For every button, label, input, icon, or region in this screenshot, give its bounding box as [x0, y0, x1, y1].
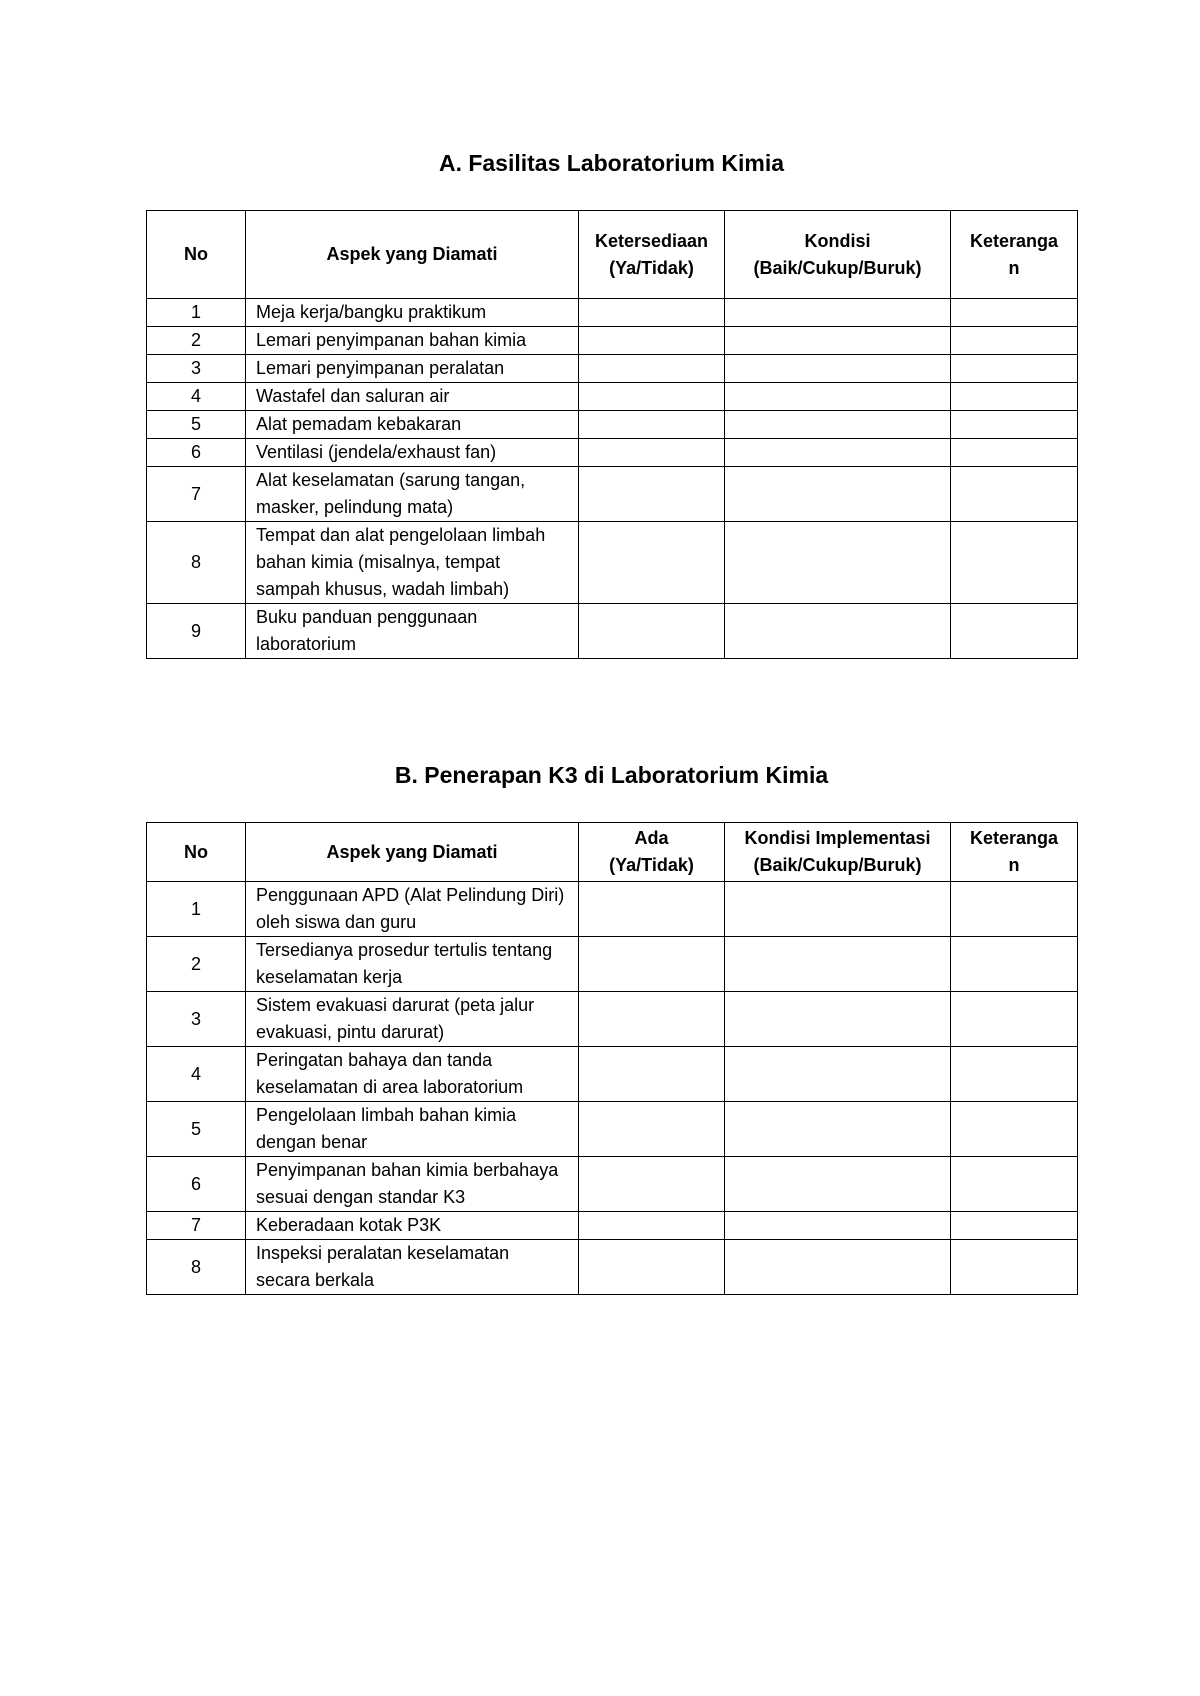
- note-cell[interactable]: [951, 467, 1078, 522]
- row-number: 6: [147, 439, 246, 467]
- table-row: [147, 882, 1078, 937]
- condition-cell[interactable]: [725, 1212, 951, 1240]
- table-row: [147, 411, 1078, 439]
- note-cell[interactable]: [951, 1240, 1078, 1295]
- condition-cell[interactable]: [725, 1157, 951, 1212]
- table-row: [147, 1240, 1078, 1295]
- table-header-row: [147, 823, 1078, 882]
- header-condition-line2: (Baik/Cukup/Buruk): [753, 257, 922, 278]
- condition-cell[interactable]: [725, 604, 951, 659]
- k3-implementation-checklist-table: [146, 822, 1078, 1295]
- table-row: [147, 992, 1078, 1047]
- row-aspect: Ventilasi (jendela/exhaust fan): [246, 439, 579, 467]
- availability-cell[interactable]: [579, 604, 725, 659]
- header-condition: [725, 823, 951, 882]
- header-condition-line1: Kondisi Implementasi: [744, 828, 931, 848]
- availability-cell[interactable]: [579, 299, 725, 327]
- row-aspect: Tersedianya prosedur tertulis tentang keselamatan kerja: [246, 937, 579, 992]
- row-number: 3: [147, 355, 246, 383]
- row-aspect: Lemari penyimpanan bahan kimia: [246, 327, 579, 355]
- table-row: [147, 604, 1078, 659]
- table-row: [147, 1157, 1078, 1212]
- note-cell[interactable]: [951, 1157, 1078, 1212]
- note-cell[interactable]: [951, 299, 1078, 327]
- row-number: 7: [147, 1212, 246, 1240]
- note-cell[interactable]: [951, 327, 1078, 355]
- note-cell[interactable]: [951, 383, 1078, 411]
- row-number: 1: [147, 882, 246, 937]
- header-no-label: No: [184, 244, 208, 264]
- header-note-line1: Keteranga: [969, 828, 1059, 848]
- row-aspect: Pengelolaan limbah bahan kimia dengan benar: [246, 1102, 579, 1157]
- table-row: [147, 1047, 1078, 1102]
- condition-cell[interactable]: [725, 299, 951, 327]
- row-aspect: Keberadaan kotak P3K: [246, 1212, 579, 1240]
- note-cell[interactable]: [951, 937, 1078, 992]
- row-aspect: Sistem evakuasi darurat (peta jalur evakuasi, pintu darurat): [246, 992, 579, 1047]
- header-condition-line1: Kondisi: [804, 230, 871, 251]
- row-number: 3: [147, 992, 246, 1047]
- note-cell[interactable]: [951, 604, 1078, 659]
- row-number: 1: [147, 299, 246, 327]
- row-number: 6: [147, 1157, 246, 1212]
- row-aspect: Penggunaan APD (Alat Pelindung Diri) oleh siswa dan guru: [246, 882, 579, 937]
- condition-cell[interactable]: [725, 992, 951, 1047]
- header-availability-line1: Ketersediaan: [594, 230, 709, 251]
- header-aspect: [246, 823, 579, 882]
- row-aspect: Tempat dan alat pengelolaan limbah bahan kimia (misalnya, tempat sampah khusus, wadah limbah): [246, 522, 579, 604]
- row-number: 9: [147, 604, 246, 659]
- availability-cell[interactable]: [579, 522, 725, 604]
- header-condition: [725, 211, 951, 299]
- table-row: [147, 439, 1078, 467]
- section-a-title: A. Fasilitas Laboratorium Kimia: [438, 150, 785, 176]
- note-cell[interactable]: [951, 439, 1078, 467]
- header-no: [147, 211, 246, 299]
- header-note: [951, 211, 1078, 299]
- header-note: [951, 823, 1078, 882]
- availability-cell[interactable]: [579, 1240, 725, 1295]
- availability-cell[interactable]: [579, 411, 725, 439]
- row-aspect: Inspeksi peralatan keselamatan secara berkala: [246, 1240, 579, 1295]
- row-aspect: Peringatan bahaya dan tanda keselamatan di area laboratorium: [246, 1047, 579, 1102]
- row-number: 8: [147, 522, 246, 604]
- header-note-line2: n: [1008, 257, 1020, 278]
- header-no: [147, 823, 246, 882]
- table-row: [147, 467, 1078, 522]
- note-cell[interactable]: [951, 882, 1078, 937]
- row-aspect: Alat keselamatan (sarung tangan, masker, pelindung mata): [246, 467, 579, 522]
- row-number: 4: [147, 1047, 246, 1102]
- note-cell[interactable]: [951, 992, 1078, 1047]
- table-row: [147, 327, 1078, 355]
- table-header-row: [147, 211, 1078, 299]
- note-cell[interactable]: [951, 1102, 1078, 1157]
- row-number: 5: [147, 1102, 246, 1157]
- row-aspect: Buku panduan penggunaan laboratorium: [246, 604, 579, 659]
- header-aspect: [246, 211, 579, 299]
- condition-cell[interactable]: [725, 383, 951, 411]
- note-cell[interactable]: [951, 411, 1078, 439]
- row-number: 2: [147, 327, 246, 355]
- note-cell[interactable]: [951, 355, 1078, 383]
- note-cell[interactable]: [951, 522, 1078, 604]
- header-availability-line1: Ada: [634, 828, 669, 848]
- condition-cell[interactable]: [725, 882, 951, 937]
- condition-cell[interactable]: [725, 1240, 951, 1295]
- table-row: [147, 1102, 1078, 1157]
- availability-cell[interactable]: [579, 1157, 725, 1212]
- row-aspect: Lemari penyimpanan peralatan: [246, 355, 579, 383]
- note-cell[interactable]: [951, 1047, 1078, 1102]
- condition-cell[interactable]: [725, 467, 951, 522]
- availability-cell[interactable]: [579, 383, 725, 411]
- header-note-line1: Keteranga: [969, 230, 1059, 251]
- condition-cell[interactable]: [725, 411, 951, 439]
- header-condition-line2: (Baik/Cukup/Buruk): [753, 855, 922, 875]
- condition-cell[interactable]: [725, 522, 951, 604]
- header-availability: [579, 211, 725, 299]
- table-row: [147, 522, 1078, 604]
- availability-cell[interactable]: [579, 937, 725, 992]
- row-aspect: Meja kerja/bangku praktikum: [246, 299, 579, 327]
- condition-cell[interactable]: [725, 327, 951, 355]
- header-aspect-label: Aspek yang Diamati: [326, 244, 498, 264]
- condition-cell[interactable]: [725, 1047, 951, 1102]
- availability-cell[interactable]: [579, 882, 725, 937]
- condition-cell[interactable]: [725, 439, 951, 467]
- header-no-label: No: [184, 841, 208, 862]
- facilities-checklist-table: [146, 210, 1078, 659]
- availability-cell[interactable]: [579, 439, 725, 467]
- row-aspect: Wastafel dan saluran air: [246, 383, 579, 411]
- availability-cell[interactable]: [579, 355, 725, 383]
- table-row: [147, 1212, 1078, 1240]
- header-aspect-label: Aspek yang Diamati: [326, 841, 498, 862]
- table-row: [147, 937, 1078, 992]
- condition-cell[interactable]: [725, 1102, 951, 1157]
- availability-cell[interactable]: [579, 992, 725, 1047]
- row-number: 7: [147, 467, 246, 522]
- table-row: [147, 383, 1078, 411]
- section-b-title: B. Penerapan K3 di Laboratorium Kimia: [394, 762, 829, 788]
- condition-cell[interactable]: [725, 937, 951, 992]
- header-availability-line2: (Ya/Tidak): [609, 257, 694, 278]
- availability-cell[interactable]: [579, 1102, 725, 1157]
- availability-cell[interactable]: [579, 1047, 725, 1102]
- header-availability-line2: (Ya/Tidak): [609, 855, 694, 875]
- table-row: [147, 355, 1078, 383]
- availability-cell[interactable]: [579, 327, 725, 355]
- header-availability: [579, 823, 725, 882]
- table-row: [147, 299, 1078, 327]
- row-number: 5: [147, 411, 246, 439]
- availability-cell[interactable]: [579, 1212, 725, 1240]
- availability-cell[interactable]: [579, 467, 725, 522]
- condition-cell[interactable]: [725, 355, 951, 383]
- note-cell[interactable]: [951, 1212, 1078, 1240]
- row-number: 4: [147, 383, 246, 411]
- row-number: 2: [147, 937, 246, 992]
- row-number: 8: [147, 1240, 246, 1295]
- row-aspect: Alat pemadam kebakaran: [246, 411, 579, 439]
- header-note-line2: n: [1008, 855, 1020, 875]
- row-aspect: Penyimpanan bahan kimia berbahaya sesuai dengan standar K3: [246, 1157, 579, 1212]
